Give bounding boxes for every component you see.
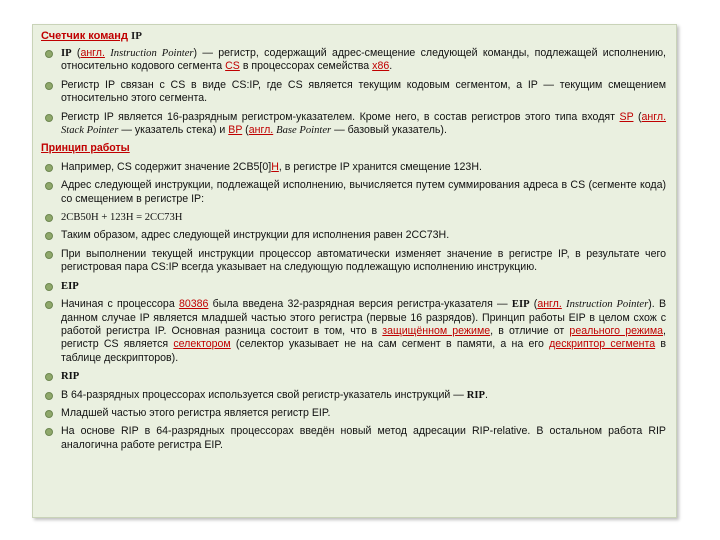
x86-link[interactable]: x86: [372, 60, 390, 73]
bullet-icon: [45, 50, 53, 58]
list-item: [39, 79, 666, 106]
text: В 64-разрядных процессорах используется свой регистр-указатель инструкций —: [61, 388, 464, 401]
bullet-icon: [45, 232, 53, 240]
selector-link[interactable]: селектором: [173, 338, 231, 351]
text: в таблице дескрипторов).: [61, 338, 666, 364]
bullet-icon: [45, 410, 53, 418]
bullet-icon: [45, 114, 53, 122]
text: (: [245, 124, 249, 137]
text: .: [485, 388, 488, 401]
lang-link[interactable]: англ.: [641, 110, 667, 123]
lang-link[interactable]: англ.: [537, 298, 562, 311]
list-item: [39, 370, 666, 383]
text: в процессорах семейства: [242, 60, 370, 73]
text: EIP: [511, 299, 530, 311]
text: RIP: [61, 371, 80, 383]
list-item: [39, 161, 666, 174]
bp-link[interactable]: BP: [228, 124, 243, 137]
list-item: [39, 179, 666, 206]
text: Регистр IP является 16-разрядным регистром-указателем. Кроме него, в состав регистров этого типа входят: [61, 110, 615, 123]
real-mode-link[interactable]: реального режима: [569, 324, 664, 337]
text: ) — регистр, содержащий адрес-смещение следующей команды, подлежащей исполнению, относительно кодового сегмента: [61, 47, 666, 73]
title-suffix: IP: [131, 30, 142, 42]
text: (: [637, 110, 642, 123]
text: 2CB50H + 123H = 2CC73H: [61, 212, 183, 224]
protected-mode-link[interactable]: защищённом режиме: [382, 324, 491, 337]
text: RIP: [466, 389, 486, 401]
text: .: [389, 60, 393, 73]
bullet-icon: [45, 373, 53, 381]
text: Младшей частью этого регистра является регистр EIP.: [61, 406, 331, 419]
text: Таким образом, адрес следующей инструкции для исполнения равен 2CC73H.: [61, 229, 450, 242]
text: , регистр CS является: [61, 324, 666, 351]
bullet-icon: [45, 251, 53, 259]
descriptor-link[interactable]: дескриптор сегмента: [549, 338, 656, 351]
principle-heading: Принцип работы: [41, 142, 130, 155]
text: — базовый указатель).: [334, 124, 447, 137]
term: Instruction Pointer: [110, 48, 194, 59]
text: При выполнении текущей инструкции процессор автоматически изменяет значение в регистре IP, в результате чего регистровая пара CS:IP всегда указывает на следующую подлежащую исполнению инструкцию.: [61, 247, 666, 274]
page-title: [41, 29, 666, 43]
list-item: [39, 407, 666, 420]
term: Stack Pointer: [61, 125, 119, 137]
text: IP: [61, 48, 72, 59]
text: На основе RIP в 64-разрядных процессорах введён новый метод адресации RIP-relative. В остальном работа RIP аналогична работе регистра EIP.: [61, 425, 666, 451]
bullet-icon: [45, 82, 53, 90]
text: ). В данном случае IP является младшей частью этого регистра (первые 16 разрядов). Принцип работы EIP в целом схож с работой регистра IP. Основная разница состоит в том, что в: [61, 298, 667, 337]
list-item: [39, 211, 666, 224]
bullet-icon: [45, 182, 53, 190]
cs-link[interactable]: CS: [225, 60, 240, 73]
list-item: [39, 389, 666, 402]
term: Instruction Pointer: [566, 299, 649, 311]
list-item: [39, 111, 666, 138]
bullet-icon: [45, 164, 53, 172]
term: Base Pointer: [276, 125, 332, 137]
link-80386[interactable]: 80386: [178, 298, 209, 311]
text: , в отличие от: [490, 324, 565, 337]
list-item: [39, 248, 666, 275]
text: Адрес следующей инструкции, подлежащей исполнению, вычисляется путем суммирования адреса в CS (сегменте кода) со смещением в регистре IP:: [61, 179, 666, 205]
lang-link[interactable]: англ.: [80, 47, 105, 59]
text: , в регистре IP хранится смещение 123H.: [278, 160, 482, 173]
sp-link[interactable]: SP: [619, 110, 634, 123]
list-item: [39, 298, 666, 365]
text: (: [533, 298, 538, 311]
list-item: [39, 229, 666, 242]
title-main: Счетчик команд: [41, 30, 128, 42]
list-item: [39, 47, 666, 74]
bullet-icon: [45, 283, 53, 291]
text: EIP: [61, 280, 79, 292]
bullet-icon: [45, 392, 53, 400]
bullet-icon: [45, 301, 53, 309]
text: (селектор указывает не на сам сегмент в памяти, а на его: [235, 338, 544, 351]
text: Например, CS содержит значение 2CB5[0]: [61, 160, 272, 173]
text: была введена 32-разрядная версия регистра-указателя —: [212, 298, 508, 311]
lang-link[interactable]: англ.: [248, 124, 274, 137]
list-item: [39, 425, 666, 452]
text: — указатель стека) и: [121, 124, 226, 137]
principle-list: [39, 161, 666, 452]
hex-link[interactable]: H: [271, 160, 279, 173]
section-heading: [41, 142, 666, 155]
list-item: [39, 280, 666, 293]
bullet-icon: [45, 428, 53, 436]
content-panel: [32, 24, 677, 518]
text: Начиная с процессора: [61, 298, 175, 311]
bullet-icon: [45, 214, 53, 222]
text: (: [76, 47, 81, 59]
intro-list: [39, 47, 666, 137]
text: Регистр IP связан с CS в виде CS:IP, где CS является текущим кодовым сегментом, а IP — текущим смещением относительно этого сегмента.: [61, 78, 666, 105]
